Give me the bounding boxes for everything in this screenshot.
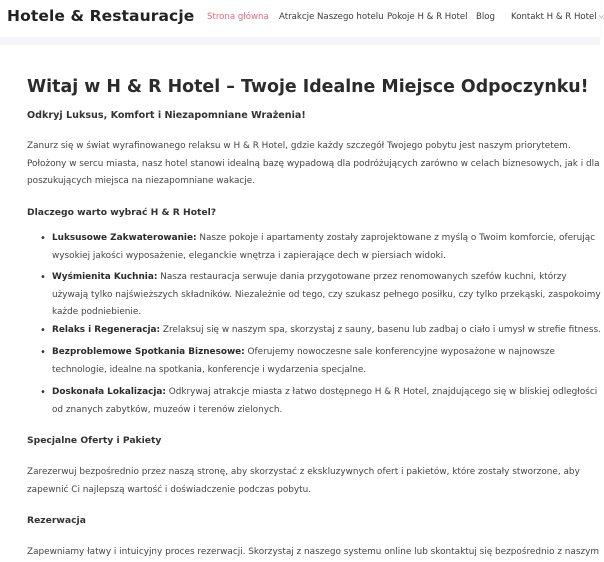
offers-paragraph — [27, 464, 587, 499]
offers-heading: Specjalne Oferty i Pakiety — [27, 435, 162, 446]
header-divider — [0, 37, 600, 45]
feature-item — [40, 230, 596, 265]
chevron-down-icon[interactable]: ⌵ — [598, 12, 604, 20]
page-title: Witaj w H & R Hotel – Twoje Idealne Miejsce Odpoczynku! — [27, 77, 589, 97]
nav-item-contact-label: Kontakt H & R Hotel — [511, 12, 597, 22]
booking-heading: Rezerwacja — [27, 515, 86, 526]
intro-line: Zanurz się w świat wyrafinowanego relaksu w H & R Hotel, gdzie każdy szczegół Twojego pobytu jest naszym priorytetem. — [27, 141, 571, 151]
bullet-icon: • — [40, 233, 46, 244]
booking-line: Zapewniamy łatwy i intuicyjny proces rezerwacji. Skorzystaj z naszego systemu online lub skontaktuj się bezpośrednio z naszym — [27, 547, 600, 557]
booking-paragraph — [27, 544, 600, 562]
feature-text: Nasze pokoje i apartamenty zostały zaprojektowane z myślą o Twoim komforcie, oferując — [196, 233, 596, 243]
bullet-icon: • — [40, 387, 46, 398]
feature-title: Doskonała Lokalizacja: — [52, 387, 166, 397]
nav-item-home[interactable]: Strona główna — [207, 12, 269, 22]
feature-text: wysokiej jakości wyposażenie, eleganckie wnętrza i zapierające dech w piersiach widoki. — [52, 250, 446, 261]
nav-item-rooms[interactable]: Pokoje H & R Hotel — [387, 12, 468, 22]
feature-item — [40, 344, 582, 379]
intro-paragraph — [27, 138, 600, 191]
nav-item-blog[interactable]: Blog — [476, 12, 495, 22]
bullet-icon: • — [40, 325, 46, 336]
feature-text: Nasza restauracja serwuje dania przygotowane przez renomowanych szefów kuchni, którzy — [157, 272, 567, 282]
feature-item — [40, 322, 601, 340]
main-nav — [0, 0, 604, 37]
site-logo[interactable]: Hotele & Restauracje — [7, 7, 195, 25]
feature-text: Oferujemy nowoczesne sale konferencyjne wyposażone w najnowsze — [244, 347, 555, 357]
why-heading: Dlaczego warto wybrać H & R Hotel? — [27, 207, 217, 218]
feature-item — [40, 384, 598, 419]
feature-title: Wyśmienita Kuchnia: — [52, 272, 158, 282]
feature-text: każde podniebienie. — [52, 307, 142, 318]
feature-title: Relaks i Regeneracja: — [52, 325, 161, 335]
feature-title: Bezproblemowe Spotkania Biznesowe: — [52, 347, 245, 357]
bullet-icon: • — [40, 347, 46, 358]
feature-text: Zrelaksuj się w naszym spa, skorzystaj z sauny, basenu lub zadbaj o ciało i umysł w strefie fitness. — [160, 325, 601, 335]
offers-line: Zarezerwuj bezpośrednio przez naszą stronę, aby skorzystać z ekskluzywnych ofert i pakietów, które zostały stworzone, aby — [27, 467, 580, 477]
nav-item-contact[interactable] — [511, 12, 604, 22]
feature-item — [40, 269, 601, 322]
offers-line: zapewnić Ci najlepszą wartość i doświadczenie podczas pobytu. — [27, 484, 312, 495]
nav-item-attractions[interactable]: Atrakcje Naszego hotelu — [279, 12, 384, 22]
intro-line: Położony w sercu miasta, nasz hotel stanowi idealną bazę wypadową dla podróżujących zarówno w celach biznesowych, jak i dla — [27, 158, 600, 169]
page-subtitle: Odkryj Luksus, Komfort i Niezapomniane Wrażenia! — [27, 110, 306, 121]
feature-text: Odkrywaj atrakcje miasta z łatwo dostępnego H & R Hotel, znajdującego się w bliskiej odległości — [165, 387, 598, 397]
feature-title: Luksusowe Zakwaterowanie: — [52, 233, 197, 243]
site-header — [0, 0, 604, 37]
feature-text: używają tylko najświeższych składników. Niezależnie od tego, czy szukasz pełnego posiłku, czy tylko przekąski, zaspokoimy — [52, 289, 601, 300]
intro-line: poszukujących miejsca na niezapomniane wakacje. — [27, 176, 256, 187]
feature-text: od znanych zabytków, muzeów i terenów zielonych. — [52, 404, 283, 415]
feature-text: technologie, idealne na spotkania, konferencje i wydarzenia specjalne. — [52, 364, 367, 375]
bullet-icon: • — [40, 272, 46, 283]
